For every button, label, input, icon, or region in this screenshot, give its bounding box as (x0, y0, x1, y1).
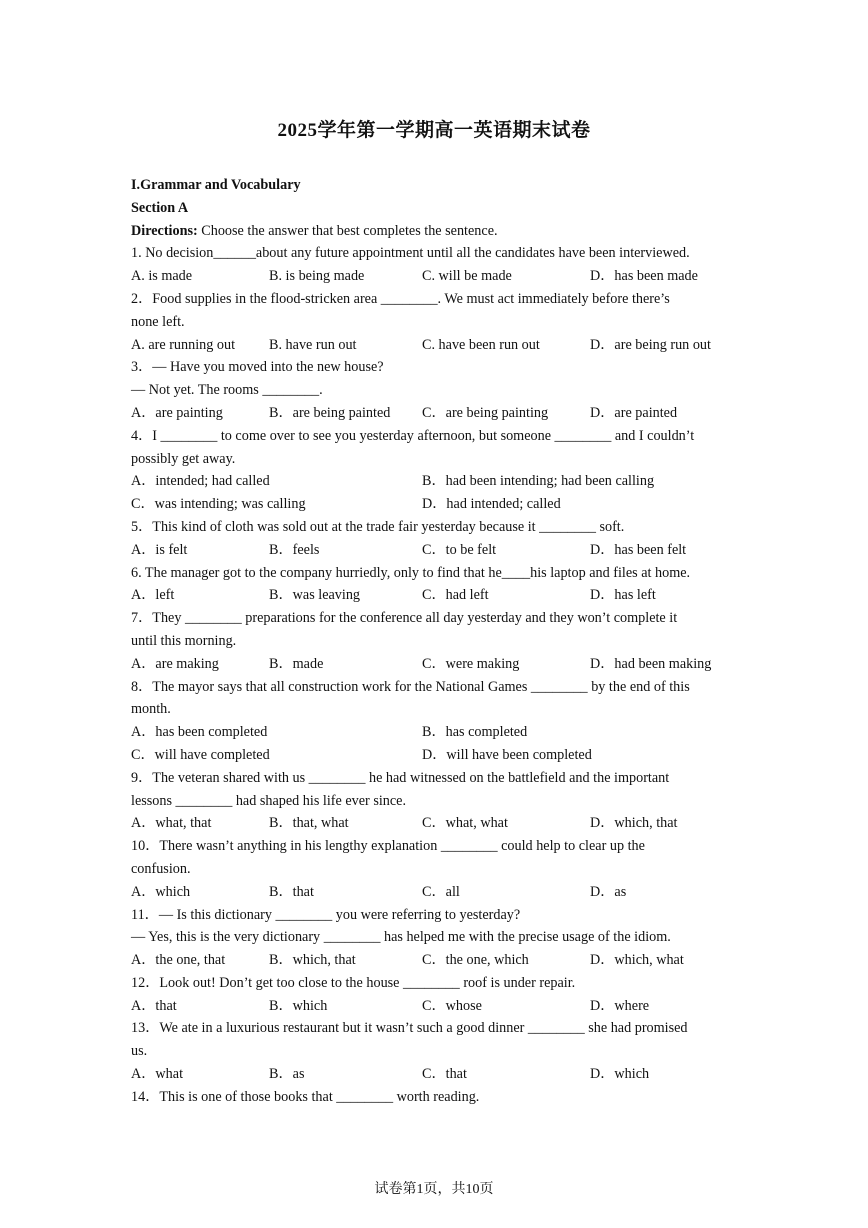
option-a: A．are painting (131, 404, 223, 421)
option-a: A．left (131, 587, 175, 604)
question-7-options (131, 653, 741, 676)
option-d: D．as (590, 883, 627, 900)
question-9-stem: 9．The veteran shared with us ________ he had witnessed on the battlefield and the important (131, 769, 670, 786)
question-7-stem-cont: until this morning. (131, 632, 237, 649)
option-b: B．that, what (269, 815, 349, 832)
option-b: B．as (269, 1066, 305, 1083)
option-a: A. is made (131, 268, 193, 285)
page-footer: 试卷第1页，共10页 (374, 1182, 494, 1197)
question-4-options-row1 (131, 470, 741, 493)
question-10-options (131, 881, 741, 904)
option-d: D．where (590, 997, 650, 1014)
option-b: B. is being made (269, 268, 365, 285)
option-c: C．to be felt (422, 541, 497, 558)
option-c: C．will have completed (131, 746, 270, 763)
directions-label: Directions: (131, 222, 198, 239)
option-b: B．had been intending; had been calling (422, 473, 655, 490)
directions (131, 220, 741, 243)
option-d: D．are painted (590, 404, 678, 421)
option-b: B．made (269, 655, 324, 672)
option-c: C．was intending; was calling (131, 496, 306, 513)
option-a: A．intended; had called (131, 473, 270, 490)
question-8-options-row2 (131, 744, 741, 767)
option-a: A．is felt (131, 541, 188, 558)
directions-text: Choose the answer that best completes the sentence. (197, 222, 498, 239)
question-4-stem: 4．I ________ to come over to see you yesterday afternoon, but someone ________ and I couldn’t (131, 427, 695, 444)
question-2-stem: 2．Food supplies in the flood-stricken area ________. We must act immediately before there’s (131, 290, 670, 307)
question-5-stem: 5．This kind of cloth was sold out at the trade fair yesterday because it ________ soft. (131, 518, 625, 535)
question-8-options-row1 (131, 721, 741, 744)
option-c: C．all (422, 883, 460, 900)
option-c: C．had left (422, 587, 489, 604)
question-9-options (131, 812, 741, 835)
option-d: D．has been made (590, 268, 698, 285)
question-1-options (131, 265, 741, 288)
question-13-stem-cont: us. (131, 1043, 148, 1060)
question-13-options (131, 1063, 741, 1086)
option-c: C．what, what (422, 815, 508, 832)
question-3-options (131, 402, 741, 425)
question-10-stem: 10．There wasn’t anything in his lengthy explanation ________ could help to clear up the (131, 838, 645, 855)
option-d: D．has been felt (590, 541, 687, 558)
option-b: B．has completed (422, 724, 528, 741)
option-c: C. will be made (422, 268, 512, 285)
option-b: B．are being painted (269, 404, 391, 421)
question-1-stem: 1. No decision______about any future appointment until all the candidates have been interviewed. (131, 245, 690, 262)
option-d: D．had intended; called (422, 496, 561, 513)
section-heading: Section A (131, 199, 189, 216)
option-a: A．that (131, 997, 177, 1014)
part-heading: I.Grammar and Vocabulary (131, 177, 301, 193)
question-6-stem: 6. The manager got to the company hurriedly, only to find that he____his laptop and files at home. (131, 564, 691, 581)
option-d: D．which, what (590, 952, 684, 969)
option-a: A．has been completed (131, 724, 268, 741)
option-d: D．will have been completed (422, 746, 592, 763)
question-10-stem-cont: confusion. (131, 860, 191, 877)
option-c: C．were making (422, 655, 520, 672)
option-c: C．are being painting (422, 404, 549, 421)
question-7-stem: 7．They ________ preparations for the conference all day yesterday and they won’t complete it (131, 610, 678, 627)
option-c: C．whose (422, 997, 482, 1014)
option-b: B．that (269, 883, 314, 900)
option-d: D．has left (590, 587, 656, 604)
question-3-stem: 3．— Have you moved into the new house? (131, 359, 384, 376)
question-9-stem-cont: lessons ________ had shaped his life ever since. (131, 792, 407, 809)
option-a: A．what, that (131, 815, 212, 832)
option-b: B．which (269, 997, 328, 1014)
question-11-stem-cont: — Yes, this is the very dictionary ________ has helped me with the precise usage of the idiom. (131, 929, 671, 946)
question-5-options (131, 539, 741, 562)
question-4-options-row2 (131, 493, 741, 516)
question-12-stem: 12．Look out! Don’t get too close to the house ________ roof is under repair. (131, 974, 576, 991)
option-b: B．feels (269, 541, 320, 558)
option-c: C．that (422, 1066, 467, 1083)
option-d: D．which, that (590, 815, 678, 832)
question-6-options (131, 584, 741, 607)
option-a: A．the one, that (131, 952, 226, 969)
question-12-options (131, 995, 741, 1018)
question-8-stem-cont: month. (131, 701, 171, 718)
option-d: D．are being run out (590, 336, 711, 353)
option-c: C．the one, which (422, 952, 529, 969)
option-b: B. have run out (269, 336, 357, 353)
question-13-stem: 13．We ate in a luxurious restaurant but it wasn’t such a good dinner ________ she had promised (131, 1020, 688, 1037)
option-a: A．what (131, 1066, 184, 1083)
option-b: B．which, that (269, 952, 356, 969)
option-a: A．which (131, 883, 191, 900)
option-d: D．had been making (590, 655, 712, 672)
exam-title: 2025学年第一学期高一英语期末试卷 (277, 120, 591, 141)
question-14-stem: 14．This is one of those books that ________ worth reading. (131, 1088, 480, 1105)
question-3-stem-cont: — Not yet. The rooms ________. (131, 382, 323, 399)
option-b: B．was leaving (269, 587, 361, 604)
option-a: A．are making (131, 655, 219, 672)
option-d: D．which (590, 1066, 650, 1083)
option-c: C. have been run out (422, 336, 540, 353)
option-a: A. are running out (131, 336, 236, 353)
question-4-stem-cont: possibly get away. (131, 450, 236, 467)
question-2-options (131, 334, 741, 357)
exam-content (131, 174, 741, 1109)
question-2-stem-cont: none left. (131, 313, 185, 330)
question-8-stem: 8．The mayor says that all construction work for the National Games ________ by the end of this (131, 678, 690, 695)
question-11-options (131, 949, 741, 972)
question-11-stem: 11．— Is this dictionary ________ you were referring to yesterday? (131, 906, 521, 923)
